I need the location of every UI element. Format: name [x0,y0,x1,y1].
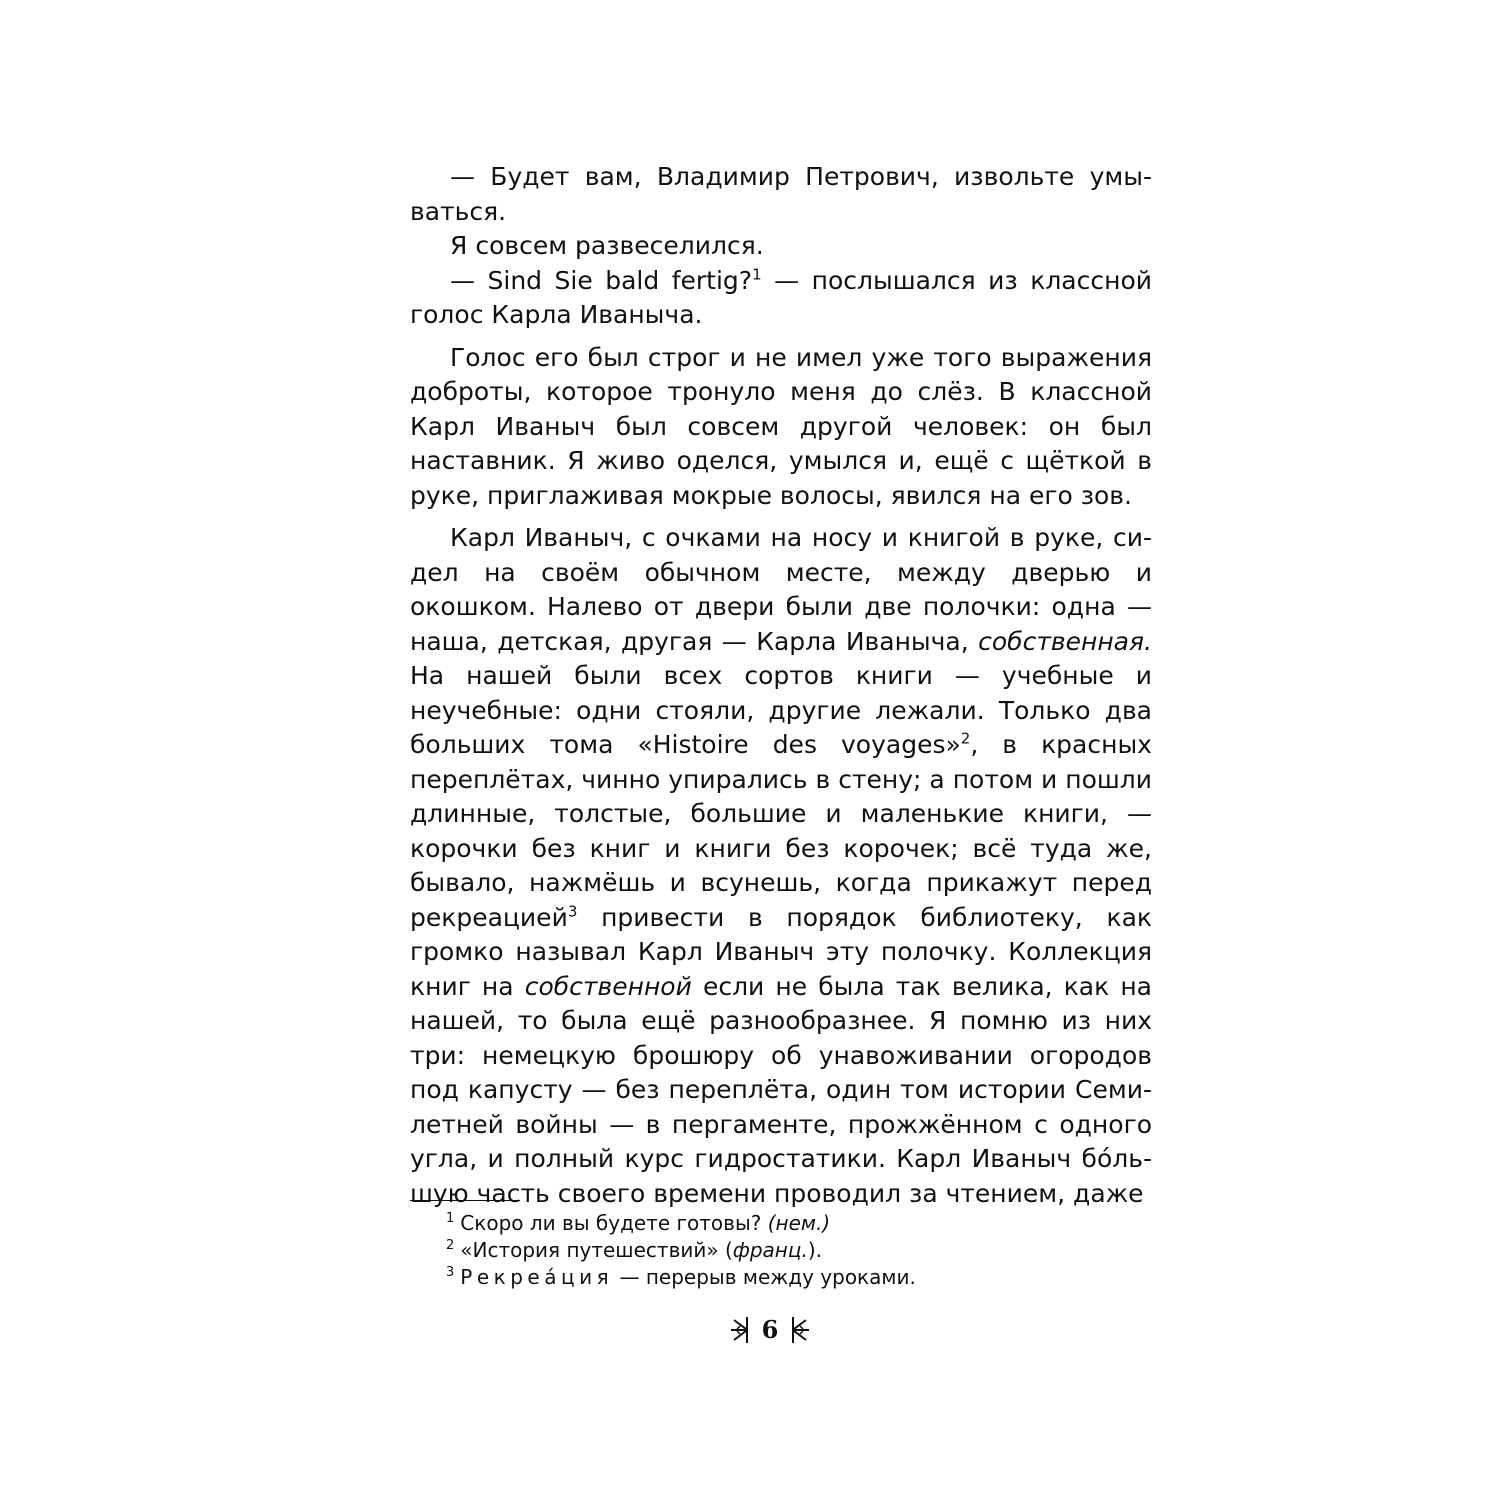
italic-text: франц. [732,1238,808,1262]
text-run: если не была так велика, как на нашей, то была ещё разнообразнее. Я помню из них три: немецкую брошюру об унавоживании огородов под капусту — без переплёта, один том истории Семилетней войны — в пергаменте, прожжённом с одного угла, и полный курс гидростатики. Карл Иваныч бо́льшую часть своего времени проводил за чтением, даже [410,971,1152,1208]
footnote-number: 3 [446,1265,455,1281]
footnote-ref: 1 [752,265,762,284]
text-run: Скоро ли вы будете готовы? [460,1211,768,1235]
spaced-term: Рекреа́ция [460,1265,614,1289]
footnotes [446,1210,1146,1291]
text-run: «История путешествий» ( [460,1238,733,1262]
italic-text: (нем.) [767,1211,831,1235]
left-ornament-icon [728,1315,750,1345]
text-run: — послышался из классной голос Карла Иваныча. [410,265,1152,329]
page-number: 6 [761,1315,779,1344]
text-run: , в красных переплётах, чинно упирались в стену; а потом и пошли длинные, толстые, большие и маленькие книги, — корочки без книг и книги без корочек; всё туда же, бывало, нажмёшь и всунешь, когда прикажут перед рекреацией [410,730,1152,932]
footnote [446,1210,1146,1237]
text-run: Голос его был строг и не имел уже того выражения доброты, которое тронуло меня до слёз. В классной Карл Иваныч был совсем другой человек: он был наставник. Я живо оделся, умылся и, ещё с щёткой в руке, приглаживая мокрые волосы, явился на его зов. [410,342,1152,510]
text-run: Карл Иваныч, с очками на носу и книгой в руке, сидел на своём обычном месте, между дверью и окошком. Налево от двери были две полочки: одна — наша, детская, другая — Карла Иваныча, [410,523,1152,656]
text-run: — Будет вам, Владимир Петрович, извольте умываться. [410,162,1152,226]
main-text [410,160,1152,1211]
footnote-ref: 2 [960,729,971,748]
paragraph [410,229,1152,264]
text-run: привести в порядок библиотеку, как громко называл Карл Иваныч эту полочку. Коллекция книг на [410,902,1152,1001]
page-body [410,160,1152,1211]
text-run: — Sind Sie bald fertig? [450,265,753,295]
footnote [446,1264,1146,1291]
text-run: — перерыв между уроками. [613,1265,916,1289]
paragraph [410,521,1152,1211]
text-run: ). [807,1238,823,1262]
footnote [446,1237,1146,1264]
right-ornament-icon [790,1315,812,1345]
footnote-separator [410,1200,520,1201]
italic-text: собственной [524,971,692,1001]
paragraph [410,264,1152,333]
text-run: На нашей были всех сортов книги — учебные и неучебные: одни стояли, другие лежали. Только два больших тома «Histoire des voyages» [410,661,1152,759]
text-run: Я совсем развеселился. [450,231,764,260]
paragraph [410,341,1152,514]
footnote-number: 1 [446,1211,455,1227]
footnote-ref: 3 [567,902,578,921]
italic-text: собственная. [978,626,1152,656]
page-footer [700,1312,840,1348]
footnote-number: 2 [446,1238,455,1254]
paragraph [410,160,1152,229]
